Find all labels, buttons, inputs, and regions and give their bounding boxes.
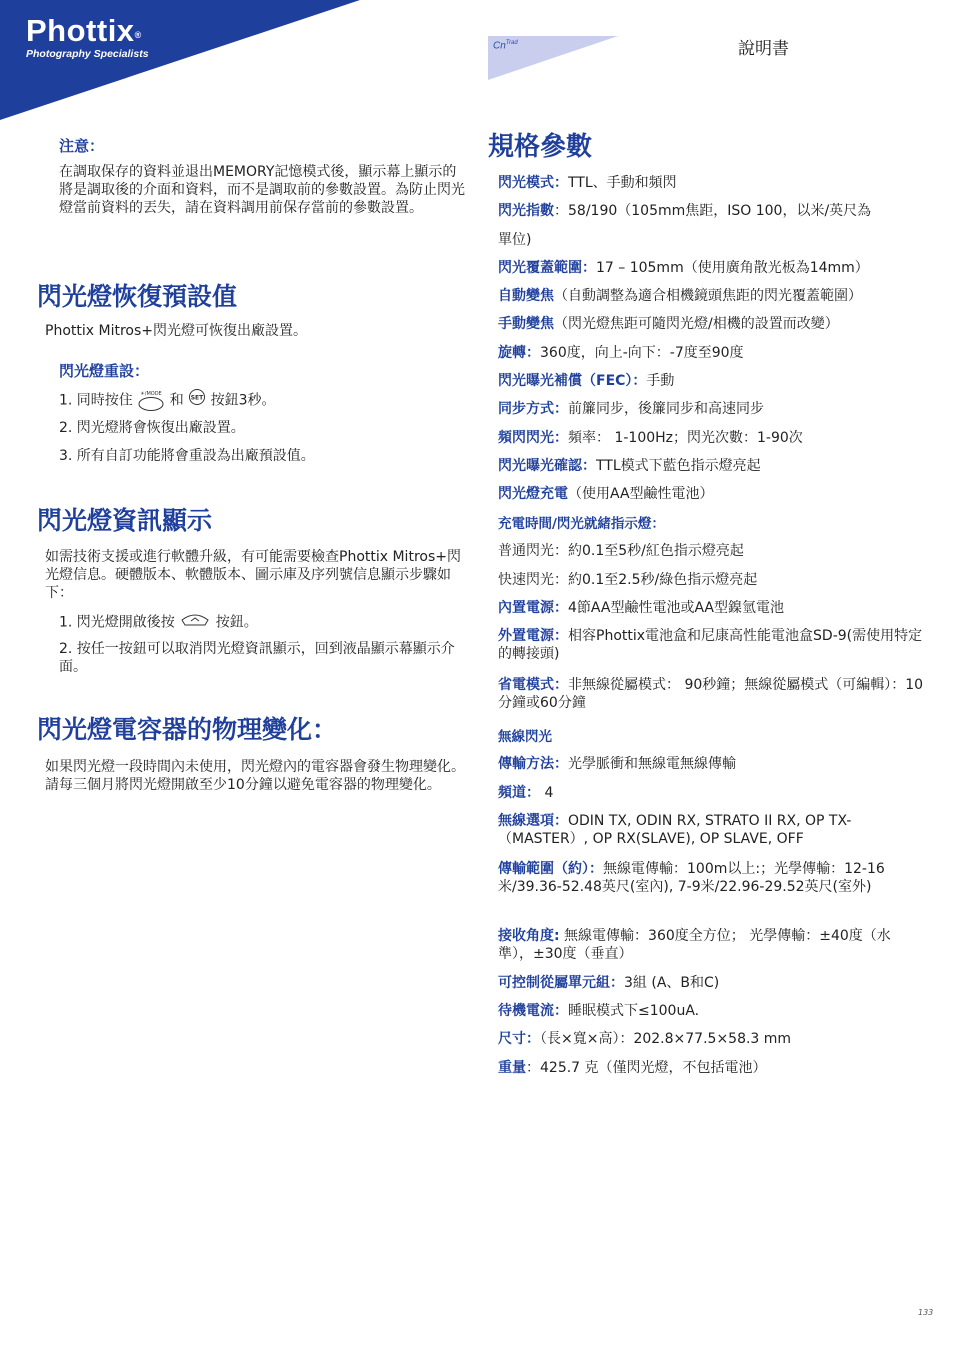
- info-heading: 閃光燈資訊顯示: [37, 506, 213, 535]
- spec-row: 同步方式：前簾同步，後簾同步和高速同步: [498, 401, 764, 418]
- spec-list: [498, 174, 924, 514]
- set-button-label: SET: [190, 394, 204, 402]
- mode-button-label: ☀/MODE: [140, 390, 162, 397]
- charge-fast: 快速閃光：約0.1至2.5秒/綠色指示燈亮起: [498, 572, 758, 588]
- charge-normal: 普通閃光：約0.1至5秒/紅色指示燈亮起: [498, 543, 744, 559]
- spec-standby-current: 待機電流：睡眠模式下≤100uA.: [498, 1003, 700, 1019]
- spec-external-power: 外置電源：相容Phottix電池盒和尼康高性能電池盒SD-9(需使用特定的轉接頭): [498, 628, 923, 662]
- reset-intro: Phottix Mitros+閃光燈可恢復出廠設置。: [45, 323, 307, 339]
- spec-wireless-options: 無線選項：ODIN TX, ODIN RX, STRATO II RX, OP TX-（MASTER）, OP RX(SLAVE), OP SLAVE, OFF: [498, 813, 852, 847]
- spec-row: 自動變焦（自動調整為適合相機鏡頭焦距的閃光覆蓋範圍）: [498, 288, 862, 305]
- spec-range: 傳輸範圍（約）：無線電傳輸：100m以上:；光學傳輸：12-16米/39.36-52.48英尺(室內), 7-9米/22.96-29.52英尺(室外): [498, 861, 885, 895]
- reset-step-1: 1. 同時按住 ☀/MODE 和 SET 按鈕3秒。: [59, 388, 276, 413]
- reset-heading: 閃光燈恢復預設值: [37, 282, 238, 311]
- note-text: 在調取保存的資料並退出MEMORY記憶模式後，顯示幕上顯示的將是調取後的介面和資料，而不是調取前的參數設置。為防止閃光燈當前資料的丟失，請在資料調用前保存當前的參數設置。: [59, 164, 465, 216]
- spec-dimensions: 尺寸：（長×寬×高）：202.8×77.5×58.3 mm: [498, 1031, 792, 1047]
- spec-row: 閃光模式：TTL、手動和頻閃: [498, 175, 677, 191]
- spec-row: 旋轉：360度，向上-向下：-7度至90度: [498, 344, 744, 361]
- logo-registered-mark: ®: [134, 30, 142, 40]
- spec-weight: 重量：425.7 克（僅閃光燈，不包括電池）: [498, 1060, 767, 1076]
- page-number: 133: [918, 1308, 934, 1317]
- logo-brand: Phottix: [26, 13, 135, 48]
- wireless-heading: 無線閃光: [498, 729, 552, 745]
- spec-row: 單位): [498, 231, 532, 248]
- spec-reception-angle: 接收角度: 無線電傳輸：360度全方位； 光學傳輸：±40度（水準），±30度（垂直）: [498, 928, 891, 962]
- capacitor-text: 如果閃光燈一段時間內未使用，閃光燈內的電容器會發生物理變化。請每三個月將閃光燈開啟至少10分鐘以避免電容器的物理變化。: [45, 759, 465, 793]
- phottix-logo: [26, 14, 149, 61]
- mode-button-icon: [137, 390, 165, 412]
- info-intro: 如需技術支援或進行軟體升級，有可能需要檢查Phottix Mitros+閃光燈信息。硬體版本、軟體版本、圖示庫及序列號信息顯示步驟如下：: [45, 549, 461, 601]
- spec-row: 閃光曝光確認：TTL模式下藍色指示燈亮起: [498, 457, 761, 474]
- spec-slave-groups: 可控制從屬單元組：3組 (A、B和C): [498, 975, 720, 991]
- reset-subheading: 閃光燈重設：: [59, 362, 150, 380]
- info-button-icon: [179, 610, 211, 635]
- spec-row: 頻閃閃光：頻率： 1-100Hz；閃光次數：1-90次: [498, 429, 803, 446]
- reset-step-3: 3. 所有自訂功能將會重設為出廠預設值。: [59, 448, 315, 464]
- spec-transmission: 傳輸方法：光學脈衝和無線電無線傳輸: [498, 756, 736, 772]
- info-step-2: 2. 按任一按鈕可以取消閃光燈資訊顯示，回到液晶顯示幕顯示介面。: [59, 641, 455, 675]
- spec-row: 閃光曝光補償（FEC）：手動: [498, 373, 675, 390]
- spec-row: 閃光指數：58/190（105mm焦距，ISO 100，以米/英尺為: [498, 203, 872, 220]
- spec-channels: 頻道： 4: [498, 785, 554, 801]
- spec-internal-power: 內置電源：4節AA型鹼性電池或AA型鎳氫電池: [498, 600, 784, 616]
- spec-power-save: 省電模式：非無線從屬模式： 90秒鐘；無線從屬模式（可編輯）：10分鐘或60分鐘: [498, 677, 924, 711]
- set-button-icon: [188, 388, 206, 413]
- document-title: 說明書: [738, 39, 789, 59]
- spec-row: 閃光覆蓋範圍：17 – 105mm（使用廣角散光板為14mm）: [498, 259, 869, 276]
- language-label: $Cn^{Trad}$: [493, 40, 518, 52]
- charge-heading: 充電時間/閃光就緒指示燈：: [498, 516, 665, 532]
- capacitor-heading: 閃光燈電容器的物理變化：: [37, 715, 338, 744]
- note-heading: 注意：: [59, 137, 105, 155]
- info-step-1: 1. 閃光燈開啟後按 按鈕。: [59, 610, 258, 635]
- spec-row: 閃光燈充電（使用AA型鹼性電池）: [498, 486, 714, 503]
- spec-row: 手動變焦（閃光燈焦距可隨閃光燈/相機的設置而改變）: [498, 316, 839, 333]
- logo-tagline: Photography Specialists: [26, 48, 149, 60]
- reset-step-2: 2. 閃光燈將會恢復出廠設置。: [59, 420, 245, 436]
- spec-heading: 規格參數: [488, 132, 593, 162]
